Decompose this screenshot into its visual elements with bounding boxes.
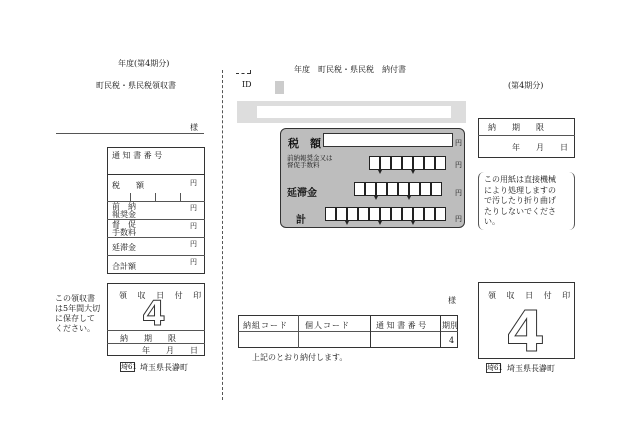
left-tick — [180, 193, 181, 201]
digit-cell — [431, 182, 442, 196]
digit-cell — [358, 207, 369, 221]
left-name-underline — [56, 133, 204, 134]
code-header-nokumi: 納組コード — [243, 321, 288, 330]
left-maeno-label: 前 納 報奨金 — [112, 202, 136, 219]
left-title: 町民税・県民税領収書 — [96, 81, 176, 90]
name-bar-inner — [257, 106, 451, 118]
digit-separator-mark — [411, 170, 415, 174]
left-stamp-divider — [107, 330, 205, 331]
left-keep-note: この領収書 は5年間大切 に保存して ください。 — [55, 294, 101, 333]
panel-tax-field — [323, 133, 453, 147]
digit-separator-mark — [407, 196, 411, 200]
digit-cell — [380, 207, 391, 221]
left-tax-label: 税 額 — [112, 181, 144, 190]
code-header-notice: 通 知 書 番 号 — [376, 321, 427, 330]
digit-separator-mark — [378, 221, 382, 225]
left-row-line — [107, 237, 205, 238]
id-dash-corner — [250, 70, 251, 74]
digit-separator-mark — [345, 221, 349, 225]
digit-cell — [347, 207, 358, 221]
digit-cell — [391, 156, 402, 170]
digit-cell — [435, 207, 446, 221]
machine-note: この用紙は直接機械 により処理しますの で汚したり折り曲げ たりしないでくださ い。 — [484, 175, 556, 226]
digit-cell — [380, 156, 391, 170]
digit-cell — [413, 156, 424, 170]
left-issuer: 埼玉県長瀞町 — [140, 363, 188, 372]
left-deadline-label: 納 期 限 — [120, 334, 176, 343]
digit-separator-mark — [378, 170, 382, 174]
right-deadline-label: 納 期 限 — [488, 123, 544, 132]
left-tick — [155, 193, 156, 201]
left-notice-label: 通 知 書 番 号 — [112, 151, 163, 160]
digit-cell — [369, 207, 380, 221]
left-tokusoku-label: 督 促 手数料 — [112, 220, 136, 237]
panel-entai-label: 延滞金 — [287, 188, 317, 199]
panel-total-label: 計 — [296, 215, 306, 226]
left-entai-label: 延滞金 — [112, 243, 136, 252]
left-stamp-number: 4 — [142, 294, 166, 334]
panel-maeno-label: 前納報奨金又は 督促手数料 — [287, 154, 333, 169]
digit-cell — [325, 207, 336, 221]
digit-separator-mark — [411, 221, 415, 225]
id-label: ID — [242, 80, 252, 89]
left-total-label: 合計額 — [112, 262, 136, 271]
digit-cell — [398, 182, 409, 196]
digit-cell — [420, 182, 431, 196]
panel-yen: 円 — [455, 215, 462, 223]
perforation-line — [222, 70, 223, 400]
left-yen: 円 — [190, 240, 197, 248]
digit-cell — [336, 207, 347, 221]
right-header: 年度 町民税・県民税 納付書 — [294, 65, 406, 74]
right-stamp-label: 領 収 日 付 印 — [488, 291, 575, 300]
right-stamp-number: 4 — [506, 300, 545, 365]
right-ymd: 年 月 日 — [512, 143, 568, 152]
digit-cell — [413, 207, 424, 221]
digit-cell — [365, 182, 376, 196]
digit-cell — [409, 182, 420, 196]
left-header-period: 年度(第4期分) — [118, 59, 170, 68]
left-stamp-label: 領 収 日 付 印 — [119, 291, 206, 300]
left-sama: 様 — [190, 123, 198, 132]
digit-cell — [354, 182, 365, 196]
digit-cell — [424, 207, 435, 221]
left-tick — [130, 193, 131, 201]
code-header-kojin: 個人コード — [305, 321, 350, 330]
left-yen: 円 — [190, 204, 197, 212]
panel-yen: 円 — [455, 161, 462, 169]
code-table-col — [298, 315, 299, 348]
digit-cell — [435, 156, 446, 170]
digit-separator-mark — [374, 196, 378, 200]
digit-cell — [424, 156, 435, 170]
panel-tax-label: 税 額 — [288, 137, 321, 150]
digit-cell — [387, 182, 398, 196]
left-ymd: 年 月 日 — [142, 346, 198, 355]
digit-cell — [391, 207, 402, 221]
left-issuer-code: 埼61 — [121, 363, 137, 371]
right-period: (第4期分) — [508, 81, 544, 90]
digit-cell — [369, 156, 380, 170]
digit-cell — [376, 182, 387, 196]
paid-note: 上記のとおり納付します。 — [252, 353, 348, 362]
left-yen: 円 — [190, 179, 197, 187]
right-issuer-code: 埼61 — [487, 364, 503, 372]
code-period-value: 4 — [449, 336, 455, 345]
panel-yen: 円 — [455, 189, 462, 197]
digit-cell — [402, 207, 413, 221]
right-sama: 様 — [448, 296, 456, 305]
digit-cell — [402, 156, 413, 170]
code-header-period: 期別 — [442, 321, 458, 330]
panel-yen: 円 — [455, 139, 462, 147]
right-deadline-divider — [478, 135, 575, 136]
left-row-line — [107, 255, 205, 256]
left-yen: 円 — [190, 222, 197, 230]
left-yen: 円 — [190, 258, 197, 266]
id-dash — [236, 73, 250, 74]
id-box — [275, 81, 284, 94]
right-issuer: 埼玉県長瀞町 — [507, 364, 555, 373]
